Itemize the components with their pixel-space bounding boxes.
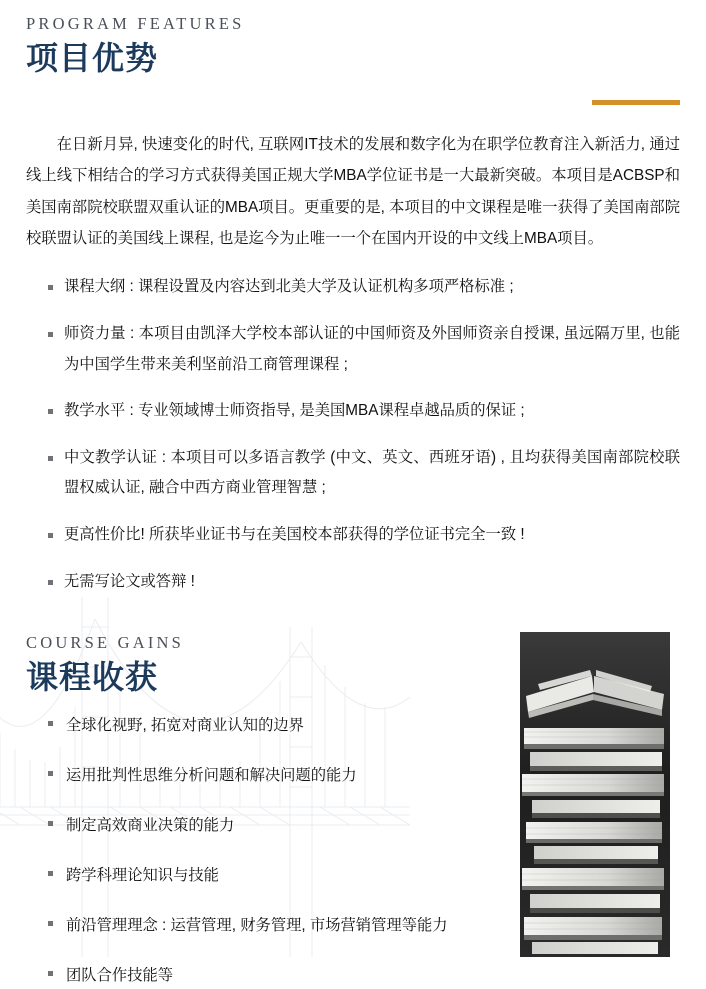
intro-paragraph: 在日新月异, 快速变化的时代, 互联网IT技术的发展和数字化为在职学位教育注入新活力, 通过线上线下相结合的学习方式获得美国正规大学MBA学位证书是一大最新突破。本项目是ACBSP和美国南部院校联盟双重认证的MBA项目。更重要的是, 本项目的中文课程是唯一获得了美国南部院校联盟认证的美国线上课程, 也是迄今为止唯一一个在国内开设的中文线上MBA项目。 <box>26 136 680 248</box>
course-gains-list <box>26 713 496 989</box>
section-eng-title: COURSE GAINS <box>26 633 185 653</box>
list-item <box>48 963 496 989</box>
list-item <box>48 319 680 380</box>
square-bullet-icon <box>48 285 53 290</box>
list-item <box>48 713 496 739</box>
square-bullet-icon <box>48 871 53 876</box>
stacked-books-photo <box>520 632 670 957</box>
section-cn-title: 课程收获 <box>26 659 159 696</box>
square-bullet-icon <box>48 580 53 585</box>
square-bullet-icon <box>48 971 53 976</box>
square-bullet-icon <box>48 456 53 461</box>
page-title: 项目优势 <box>26 40 159 76</box>
list-item-text: 前沿管理理念 : 运营管理, 财务管理, 市场营销管理等能力 <box>66 917 448 935</box>
accent-rule-container <box>0 100 706 105</box>
square-bullet-icon <box>48 821 53 826</box>
list-item <box>48 813 496 839</box>
list-item-text: 中文教学认证 : 本项目可以多语言教学 (中文、英文、西班牙语) , 且均获得美国南部院校联盟权威认证, 融合中西方商业管理智慧 ; <box>64 448 680 497</box>
square-bullet-icon <box>48 921 53 926</box>
list-item <box>48 443 680 504</box>
list-item <box>48 863 496 889</box>
list-item-text: 无需写论文或答辩 ! <box>64 572 195 590</box>
list-item-text: 师资力量 : 本项目由凯泽大学校本部认证的中国师资及外国师资亲自授课, 虽远隔万里, 也能为中国学生带来美利坚前沿工商管理课程 ; <box>64 324 680 373</box>
square-bullet-icon <box>48 533 53 538</box>
section-header-program-features <box>0 0 706 78</box>
list-item <box>48 763 496 789</box>
list-item-text: 跨学科理论知识与技能 <box>66 867 219 885</box>
square-bullet-icon <box>48 771 53 776</box>
list-item-text: 运用批判性思维分析问题和解决问题的能力 <box>66 767 357 785</box>
list-item <box>48 396 680 427</box>
list-item-text: 团队合作技能等 <box>66 967 174 985</box>
list-item-text: 更高性价比! 所获毕业证书与在美国校本部获得的学位证书完全一致 ! <box>64 525 525 543</box>
list-item-text: 制定高效商业决策的能力 <box>66 817 235 835</box>
list-item <box>48 567 680 598</box>
list-item <box>48 913 496 939</box>
list-item-text: 全球化视野, 拓宽对商业认知的边界 <box>66 717 304 735</box>
accent-rule <box>592 100 680 105</box>
program-features-list <box>26 272 680 597</box>
square-bullet-icon <box>48 721 53 726</box>
list-item-text: 课程大纲 : 课程设置及内容达到北美大学及认证机构多项严格标准 ; <box>64 278 514 296</box>
list-item-text: 教学水平 : 专业领域博士师资指导, 是美国MBA课程卓越品质的保证 ; <box>64 402 525 420</box>
square-bullet-icon <box>48 332 53 337</box>
list-item <box>48 272 680 303</box>
list-item <box>48 520 680 551</box>
section-eng-title: PROGRAM FEATURES <box>26 14 245 33</box>
square-bullet-icon <box>48 409 53 414</box>
